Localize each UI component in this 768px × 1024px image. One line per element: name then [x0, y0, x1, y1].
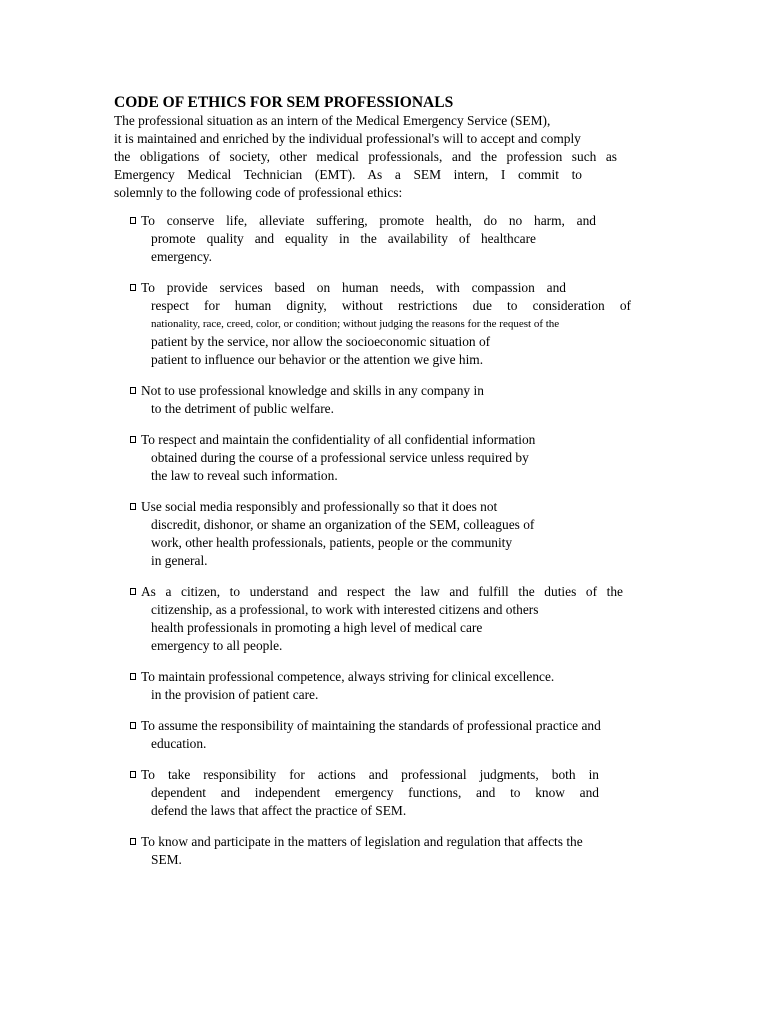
item-line: dependent and independent emergency functions, and to know and [151, 785, 599, 800]
item-line: Use social media responsibly and professionally so that it does not [141, 499, 498, 514]
item-line: work, other health professionals, patients, people or the community [151, 535, 513, 550]
list-item [114, 766, 674, 820]
ethics-list [114, 212, 674, 869]
intro-line: it is maintained and enriched by the individual professional's will to accept and comply [114, 131, 581, 146]
intro-line: Emergency Medical Technician (EMT). As a SEM intern, I commit to [114, 167, 582, 182]
item-line: to the detriment of public welfare. [151, 401, 334, 416]
item-line: To maintain professional competence, always striving for clinical excellence. [141, 669, 555, 684]
item-line: in general. [151, 553, 208, 568]
document-page [114, 94, 674, 882]
item-line: To take responsibility for actions and professional judgments, both in [141, 767, 599, 782]
item-line: To conserve life, alleviate suffering, promote health, do no harm, and [141, 213, 596, 228]
list-item [114, 833, 674, 869]
item-line: SEM. [151, 852, 182, 867]
item-line: in the provision of patient care. [151, 687, 319, 702]
intro-paragraph [114, 112, 674, 202]
item-line: emergency to all people. [151, 638, 283, 653]
item-line: respect for human dignity, without restrictions due to consideration of [151, 298, 631, 313]
document-title: CODE OF ETHICS FOR SEM PROFESSIONALS [114, 94, 454, 111]
item-line: patient to influence our behavior or the attention we give him. [151, 352, 484, 367]
list-item [114, 279, 674, 369]
intro-line: solemnly to the following code of professional ethics: [114, 185, 403, 200]
item-line: obtained during the course of a professional service unless required by [151, 450, 529, 465]
item-line: health professionals in promoting a high level of medical care [151, 620, 483, 635]
item-line: Not to use professional knowledge and skills in any company in [141, 383, 484, 398]
item-line: To provide services based on human needs, with compassion and [141, 280, 566, 295]
list-item [114, 717, 674, 753]
list-item [114, 212, 674, 266]
item-line: education. [151, 736, 207, 751]
item-line: citizenship, as a professional, to work with interested citizens and others [151, 602, 539, 617]
item-line: the law to reveal such information. [151, 468, 338, 483]
intro-line: the obligations of society, other medical professionals, and the profession such as [114, 149, 617, 164]
item-line: patient by the service, nor allow the socioeconomic situation of [151, 334, 491, 349]
item-line: As a citizen, to understand and respect the law and fulfill the duties of the [141, 584, 623, 599]
item-line: To know and participate in the matters of legislation and regulation that affects the [141, 834, 583, 849]
intro-line: The professional situation as an intern of the Medical Emergency Service (SEM), [114, 113, 551, 128]
item-line: promote quality and equality in the availability of healthcare [151, 231, 536, 246]
list-item [114, 382, 674, 418]
item-line: defend the laws that affect the practice of SEM. [151, 803, 407, 818]
list-item [114, 431, 674, 485]
item-line: discredit, dishonor, or shame an organization of the SEM, colleagues of [151, 517, 535, 532]
item-line: nationality, race, creed, color, or condition; without judging the reasons for the request of the [151, 318, 560, 330]
item-line: emergency. [151, 249, 212, 264]
list-item [114, 668, 674, 704]
list-item [114, 583, 674, 655]
item-line: To assume the responsibility of maintaining the standards of professional practice and [141, 718, 601, 733]
item-line: To respect and maintain the confidentiality of all confidential information [141, 432, 536, 447]
list-item [114, 498, 674, 570]
